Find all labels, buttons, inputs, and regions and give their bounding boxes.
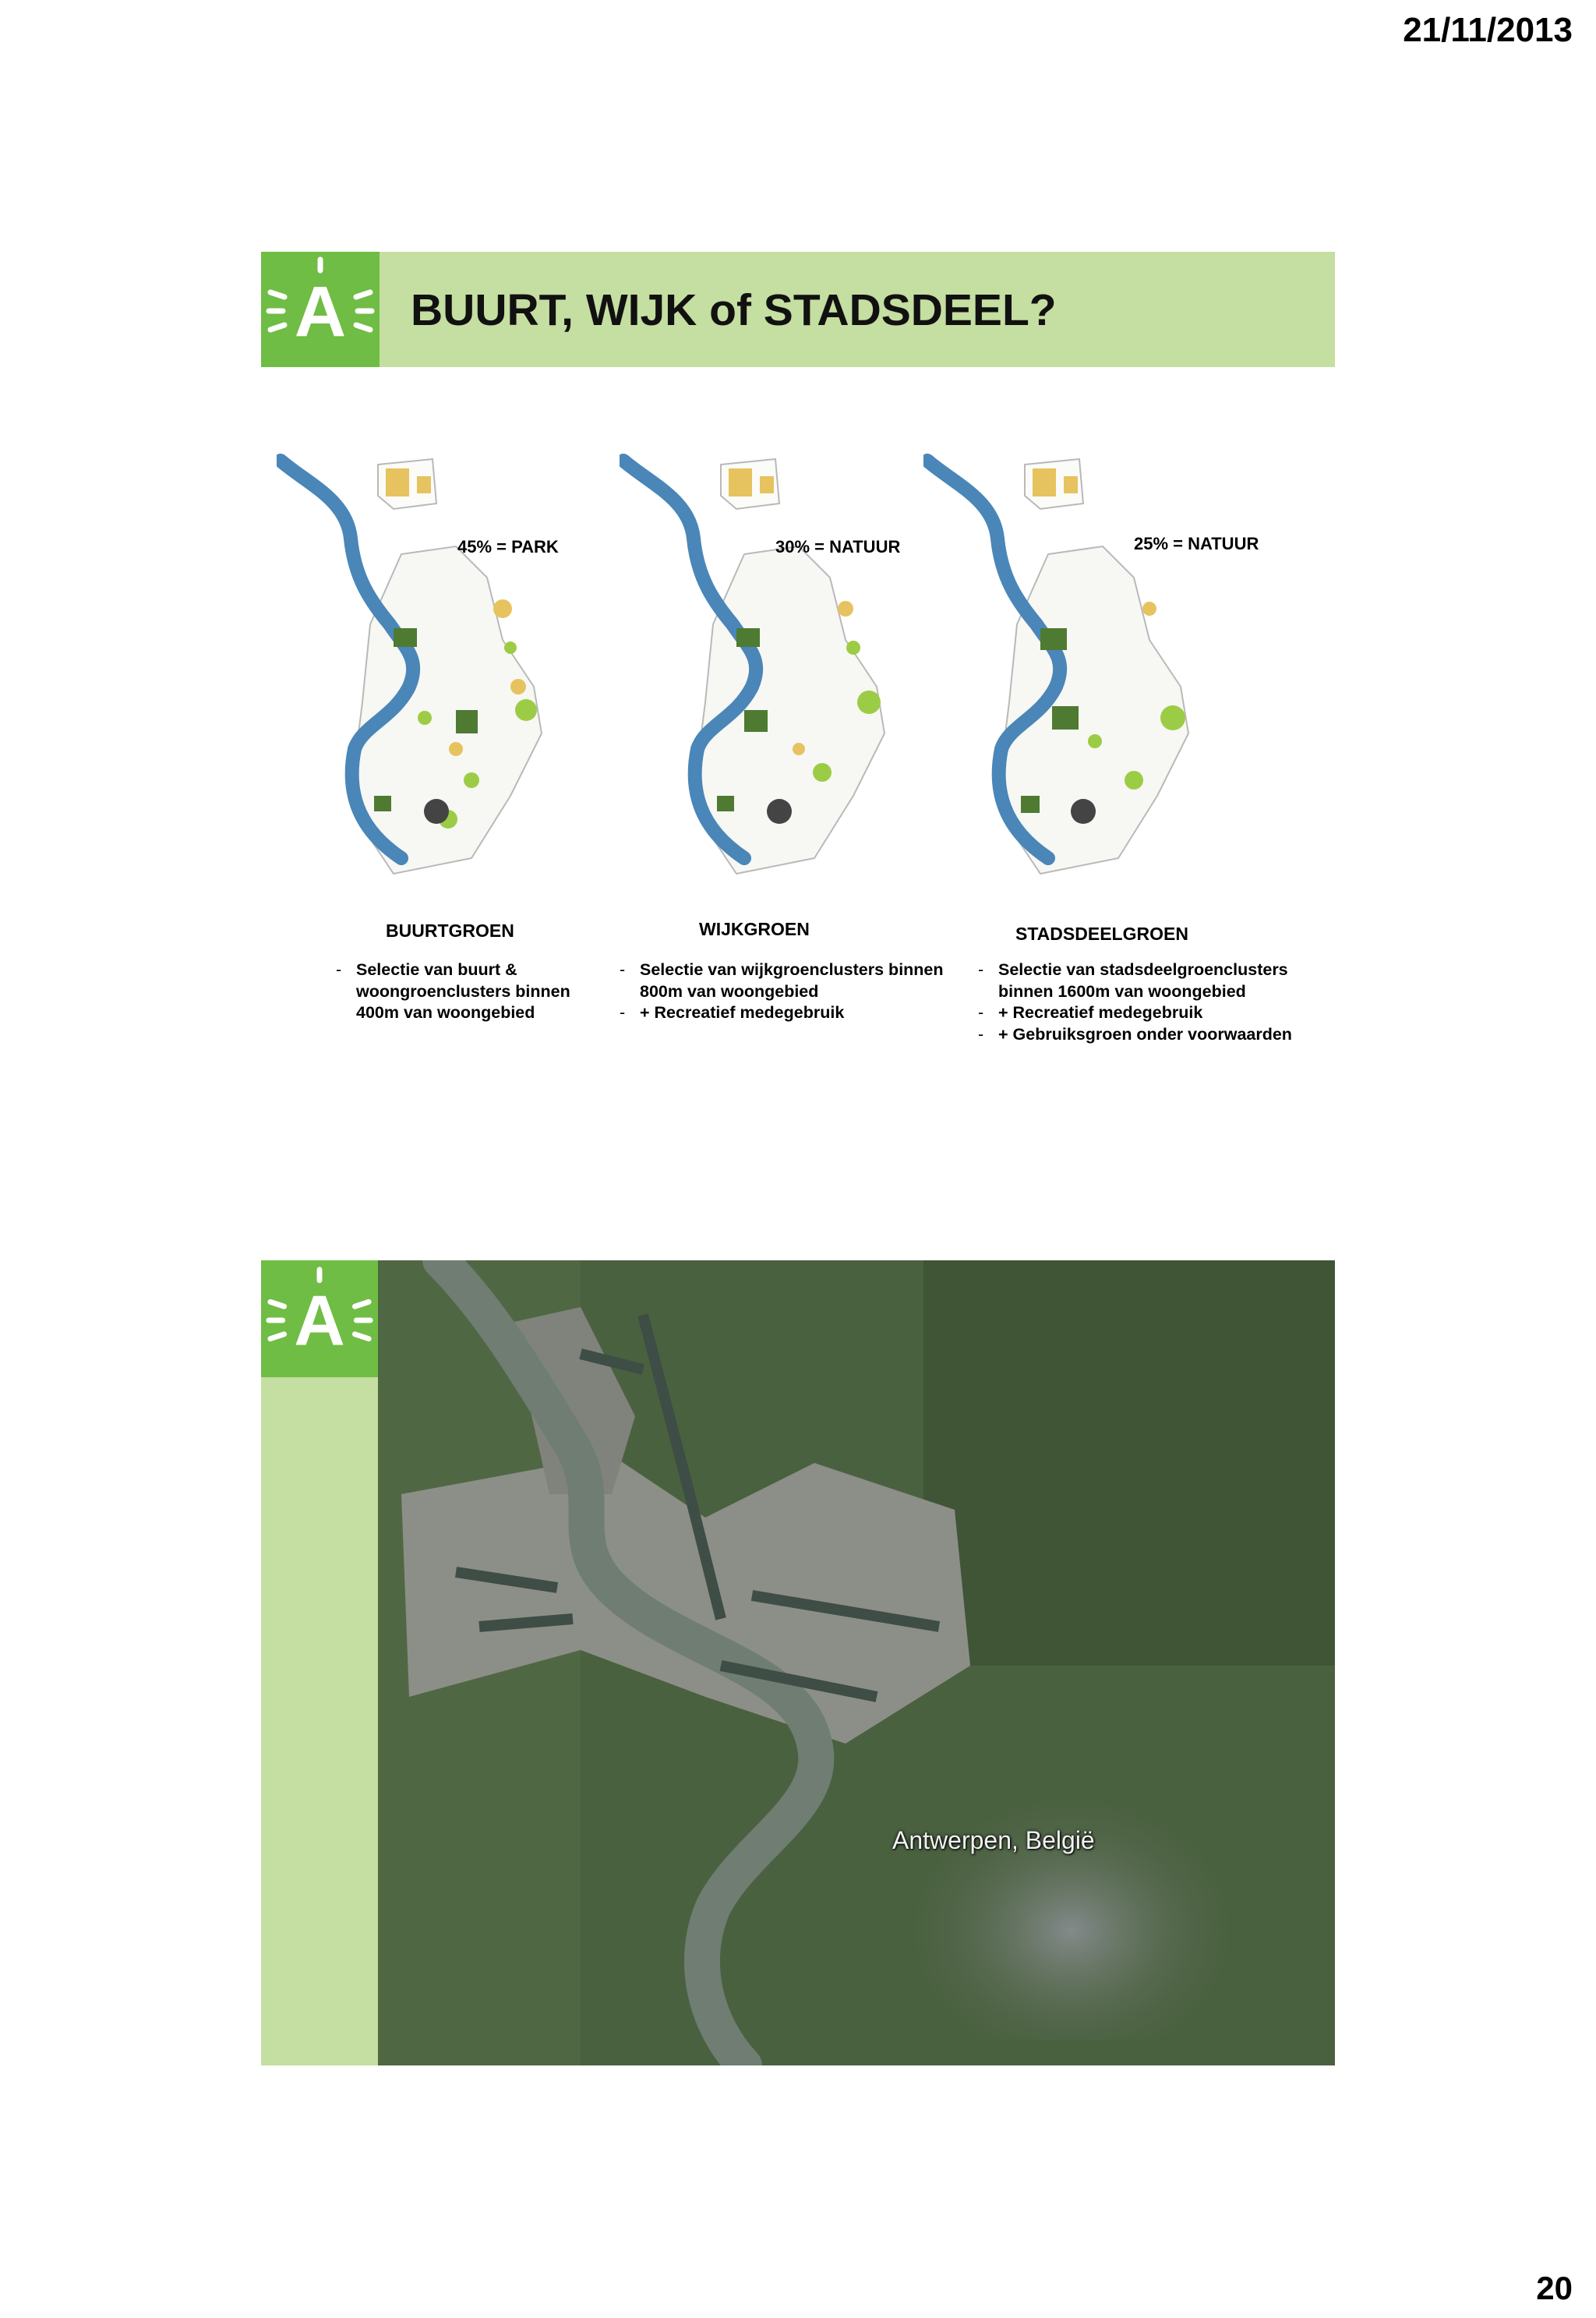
column-title-stadsdeelgroen: STADSDEELGROEN <box>1015 924 1188 944</box>
map-column-wijkgroen <box>620 453 970 1139</box>
list-item: - + Recreatief medegebruik <box>978 1002 1329 1024</box>
column-title-wijkgroen: WIJKGROEN <box>699 919 810 939</box>
column-title-buurtgroen: BUURTGROEN <box>386 920 514 941</box>
map-column-buurtgroen <box>277 453 627 1139</box>
slide-title: BUURT, WIJK of STADSDEEL? <box>411 285 1057 335</box>
slide-satellite-antwerpen <box>261 1260 1335 2065</box>
map-label-park: 45% = PARK <box>457 537 559 557</box>
green-map-buurtgroen <box>277 453 604 905</box>
list-item: - + Recreatief medegebruik <box>620 1002 970 1024</box>
list-item: - Selectie van buurt & woongroenclusters binnen 400m van woongebied <box>336 959 593 1024</box>
green-map-wijkgroen <box>620 453 947 905</box>
antwerp-a-logo-icon <box>261 252 380 367</box>
antwerp-logo <box>261 252 380 367</box>
slide-buurt-wijk-stadsdeel <box>261 252 1335 1057</box>
page-number: 20 <box>1536 2270 1573 2306</box>
list-item: - + Gebruiksgroen onder voorwaarden <box>978 1024 1329 1046</box>
bullet-list-wijkgroen <box>620 959 970 1024</box>
antwerp-a-logo-icon <box>261 1260 378 1377</box>
map-place-label: Antwerpen, België <box>892 1826 1095 1854</box>
list-item: - Selectie van wijkgroenclusters binnen 800m van woongebied <box>620 959 970 1002</box>
green-map-stadsdeelgroen <box>923 453 1251 905</box>
svg-text:A: A <box>294 1281 345 1361</box>
slide-side-bar <box>261 1260 378 2065</box>
satellite-map-image <box>378 1260 1335 2065</box>
map-label-natuur-25: 25% = NATUUR <box>1134 534 1259 553</box>
map-label-natuur-30: 30% = NATUUR <box>775 537 901 557</box>
page-date: 21/11/2013 <box>1403 11 1573 49</box>
antwerp-logo <box>261 1260 378 1377</box>
svg-text:A: A <box>294 272 347 352</box>
slide-title-bar <box>261 252 1335 367</box>
bullet-list-buurtgroen <box>336 959 593 1024</box>
bullet-list-stadsdeelgroen <box>978 959 1329 1045</box>
list-item: - Selectie van stadsdeelgroenclusters binnen 1600m van woongebied <box>978 959 1329 1002</box>
